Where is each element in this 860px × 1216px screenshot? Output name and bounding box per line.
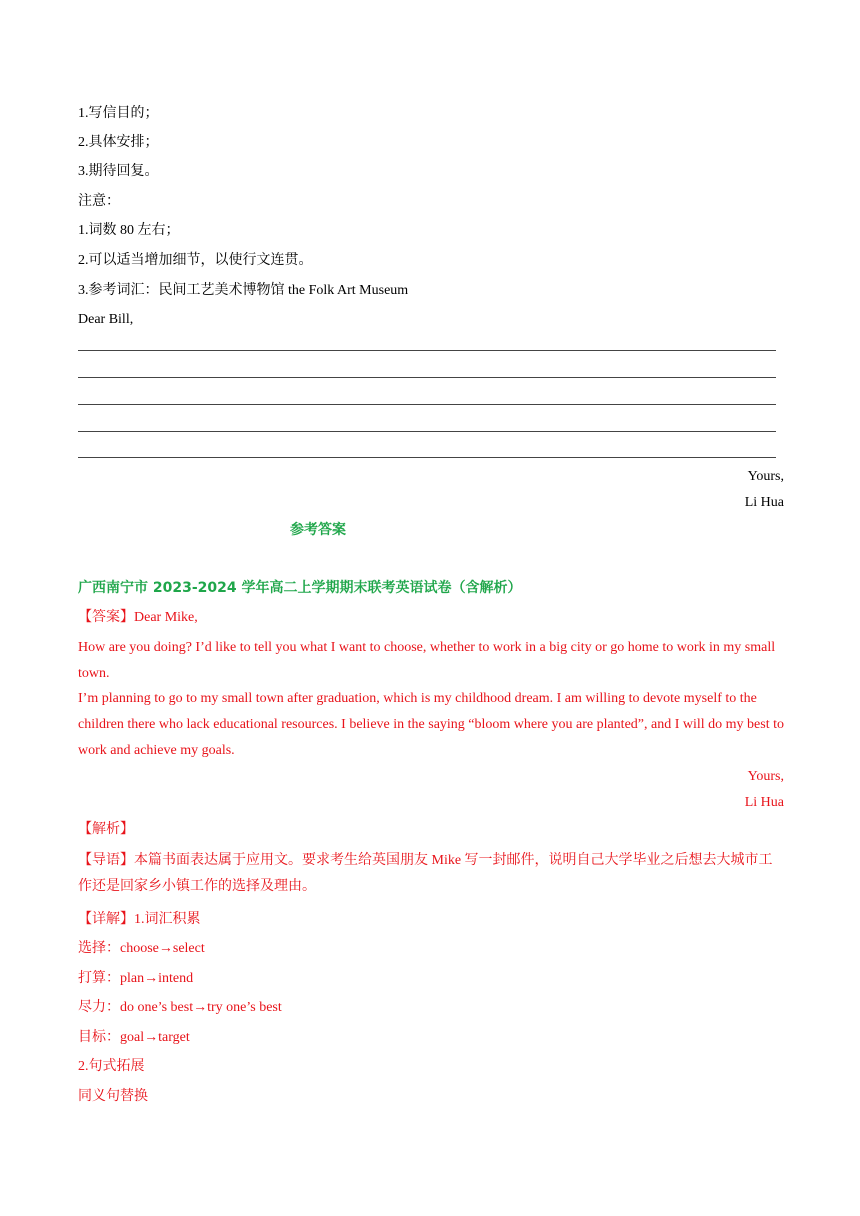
vocab-2: 打算：plan→intend <box>78 971 194 986</box>
note-label: 注意： <box>78 194 120 209</box>
guide-label: 【导语】 <box>78 853 134 868</box>
analysis-label: 【解析】 <box>78 822 134 837</box>
answer-paragraph-2: I’m planning to go to my small town after graduation, which is my childhood dream. I am willing to devote myself to the children there who lack educational resources. I believe in the saying “bloom where you are planted”, and I will do my best to work and achieve my goals. <box>78 691 784 758</box>
analysis-guide <box>78 848 784 900</box>
prompt-closing: Yours, <box>747 469 784 484</box>
section-2-title: 2.句式拓展 <box>78 1059 145 1074</box>
writing-line <box>78 377 776 378</box>
detail-label: 【详解】 <box>78 912 134 927</box>
guide-text: 本篇书面表达属于应用文。要求考生给英国朋友 Mike 写一封邮件，说明自己大学毕业之后想去大城市工作还是回家乡小镇工作的选择及理由。 <box>78 853 773 894</box>
section-2-subtitle: 同义句替换 <box>78 1089 148 1104</box>
vocab-1: 选择：choose→select <box>78 941 205 956</box>
note-1: 1.词数 80 左右； <box>78 223 180 238</box>
prompt-item-1: 1.写信目的； <box>78 106 159 121</box>
prompt-salutation: Dear Bill, <box>78 312 134 327</box>
answer-signature: Li Hua <box>744 795 784 810</box>
prompt-item-3: 3.期待回复。 <box>78 164 159 179</box>
answer-closing: Yours, <box>747 769 784 784</box>
vocab-4: 目标：goal→target <box>78 1030 190 1045</box>
detail-line <box>78 910 201 930</box>
source-title: 广西南宁市 2023-2024 学年高二上学期期末联考英语试卷（含解析） <box>78 580 522 596</box>
answer-line <box>78 608 198 628</box>
writing-line <box>78 404 776 405</box>
note-2: 2.可以适当增加细节，以使行文连贯。 <box>78 253 313 268</box>
note-3: 3.参考词汇：民间工艺美术博物馆 the Folk Art Museum <box>78 283 409 298</box>
prompt-item-2: 2.具体安排； <box>78 135 159 150</box>
detail-title: 1.词汇积累 <box>134 912 201 927</box>
writing-line <box>78 350 776 351</box>
writing-line <box>78 457 776 458</box>
answer-paragraph-1: How are you doing? I’d like to tell you what I want to choose, whether to work in a big city or go home to work in my small town. <box>78 640 776 681</box>
answer-salutation: Dear Mike, <box>134 610 198 625</box>
prompt-signature: Li Hua <box>744 495 784 510</box>
vocab-3: 尽力：do one’s best→try one’s best <box>78 1000 282 1015</box>
writing-line <box>78 431 776 432</box>
answer-heading: 参考答案 <box>290 522 346 538</box>
answer-label: 【答案】 <box>78 610 134 625</box>
